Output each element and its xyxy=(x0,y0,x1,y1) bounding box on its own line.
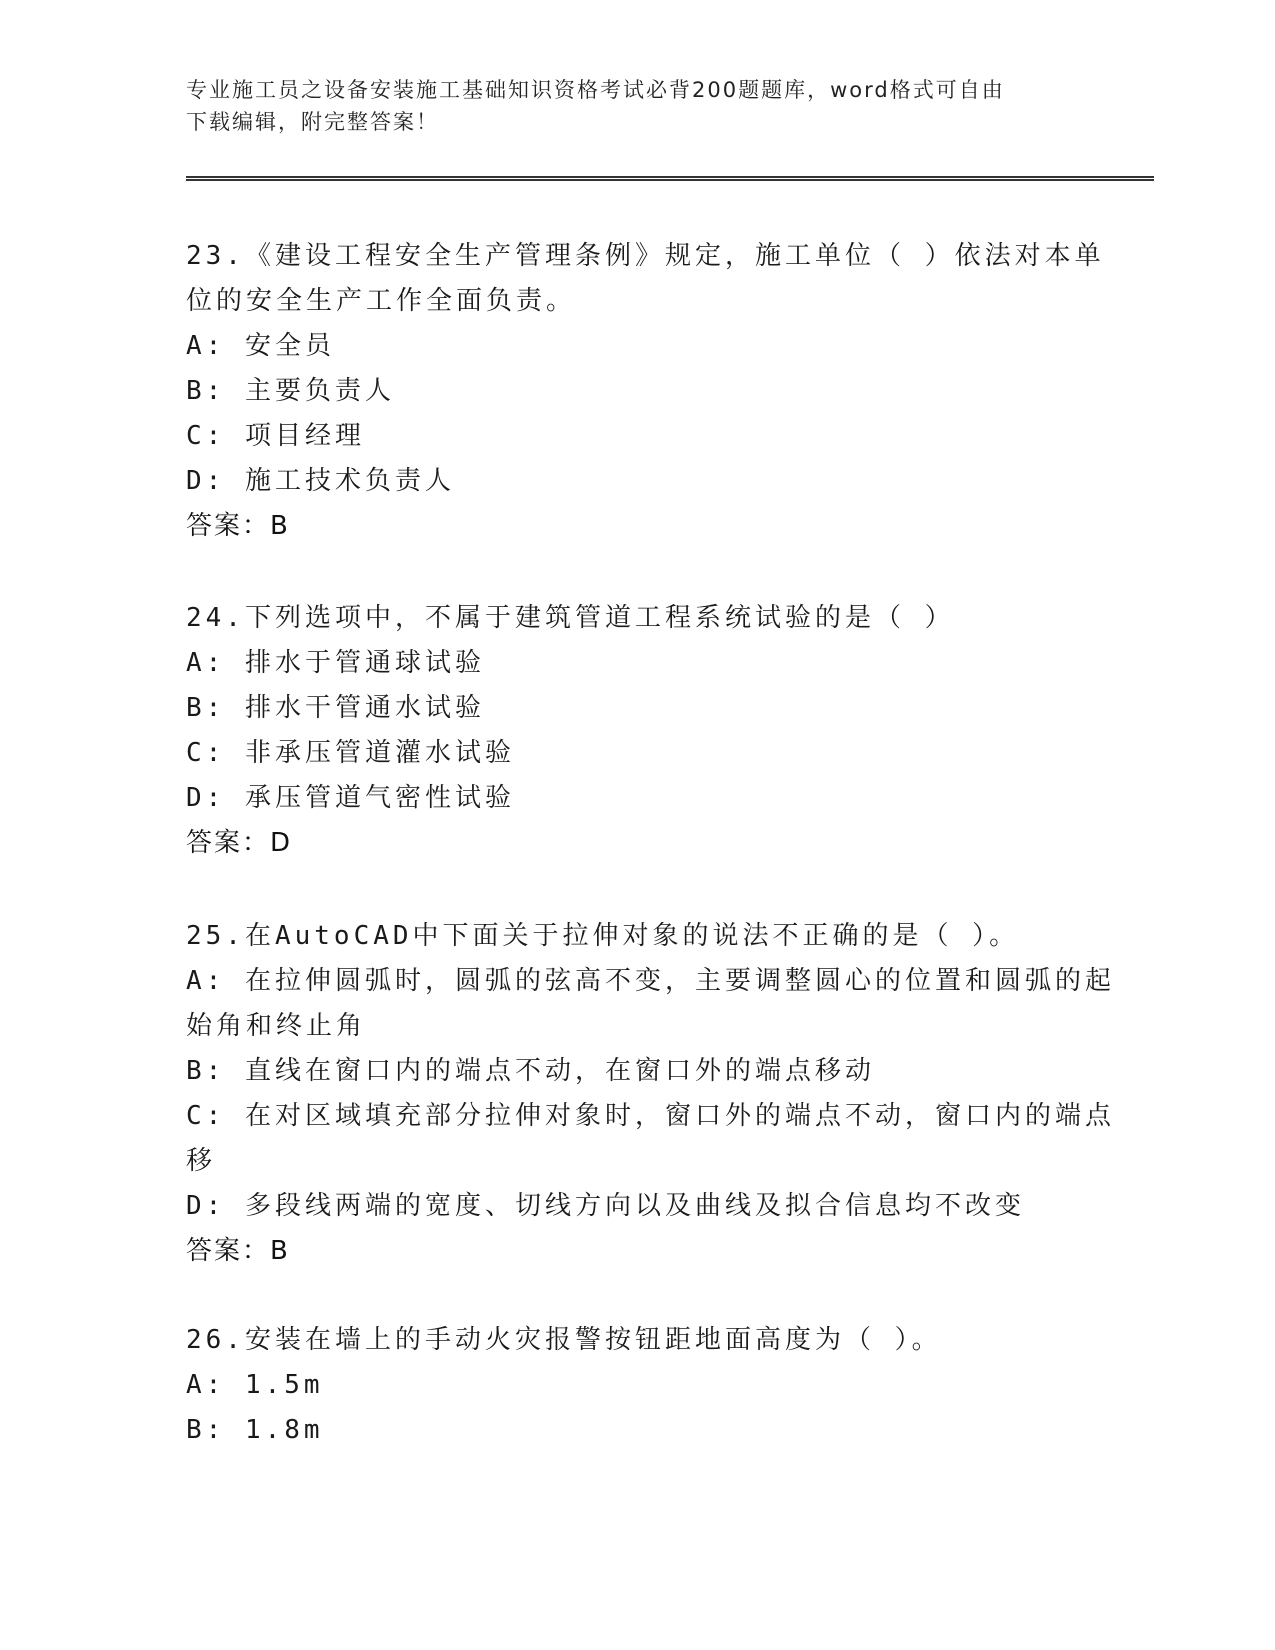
option-a: A: 1.5m xyxy=(186,1370,324,1400)
document-header xyxy=(186,74,1086,138)
question-stem-line: 23.《建设工程安全生产管理条例》规定，施工单位（ ）依法对本单 xyxy=(186,241,1105,271)
answer-line: 答案：B xyxy=(186,511,290,541)
option-b: B: 直线在窗口内的端点不动，在窗口外的端点移动 xyxy=(186,1056,875,1086)
question-stem-line: 25.在AutoCAD中下面关于拉伸对象的说法不正确的是（ ）。 xyxy=(186,921,1020,951)
header-divider xyxy=(186,176,1154,181)
question-24 xyxy=(186,596,1086,866)
option-b: B: 排水干管通水试验 xyxy=(186,693,485,723)
option-d: D: 承压管道气密性试验 xyxy=(186,783,515,813)
option-c: C: 项目经理 xyxy=(186,421,365,451)
answer-line: 答案：D xyxy=(186,828,293,858)
question-stem-line: 24.下列选项中，不属于建筑管道工程系统试验的是（ ） xyxy=(186,603,955,633)
question-stem-line: 位的安全生产工作全面负责。 xyxy=(186,286,577,316)
header-title-line-2: 下载编辑，附完整答案！ xyxy=(186,110,439,134)
option-d: D: 施工技术负责人 xyxy=(186,466,455,496)
question-23 xyxy=(186,234,1105,549)
option-a: A: 安全员 xyxy=(186,331,335,361)
option-b: B: 主要负责人 xyxy=(186,376,395,406)
header-title-line-1: 专业施工员之设备安装施工基础知识资格考试必背200题题库，word格式可自由 xyxy=(186,78,1005,102)
answer-line: 答案：B xyxy=(186,1236,290,1266)
question-25 xyxy=(186,914,1115,1274)
question-stem-line: 26.安装在墙上的手动火灾报警按钮距地面高度为（ ）。 xyxy=(186,1325,942,1355)
option-a: A: 排水于管通球试验 xyxy=(186,648,485,678)
option-c-continuation: 移 xyxy=(186,1146,217,1176)
option-a-continuation: 始角和终止角 xyxy=(186,1011,367,1041)
option-b: B: 1.8m xyxy=(186,1415,324,1445)
option-c: C: 在对区域填充部分拉伸对象时，窗口外的端点不动，窗口内的端点 xyxy=(186,1101,1115,1131)
option-d: D: 多段线两端的宽度、切线方向以及曲线及拟合信息均不改变 xyxy=(186,1191,1025,1221)
option-a: A: 在拉伸圆弧时，圆弧的弦高不变，主要调整圆心的位置和圆弧的起 xyxy=(186,966,1115,996)
question-26 xyxy=(186,1318,1086,1453)
option-c: C: 非承压管道灌水试验 xyxy=(186,738,515,768)
